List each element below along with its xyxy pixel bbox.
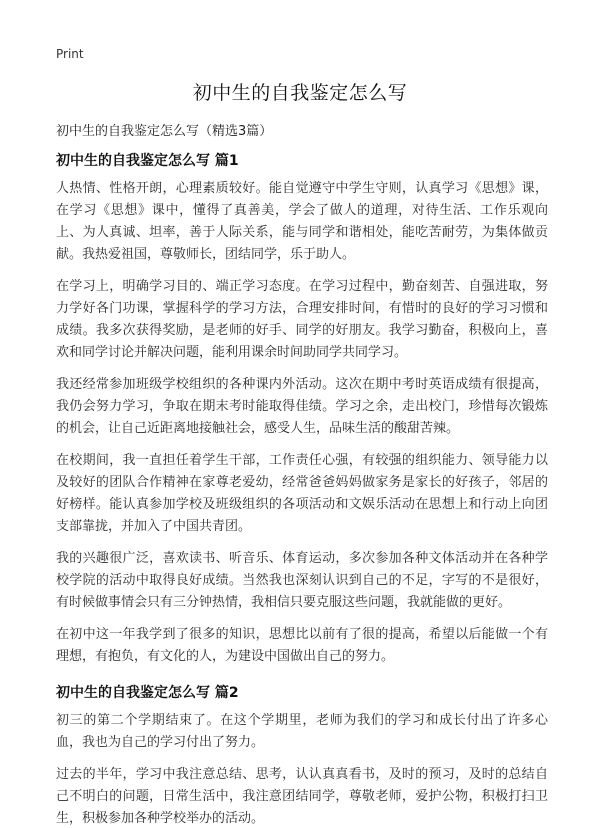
print-link[interactable]: Print xyxy=(56,47,84,61)
paragraph: 在学习上，明确学习目的、端正学习态度。在学习过程中，勤奋刻苦、自强进取，努力学好各门功课，掌握科学的学习方法，合理安排时间，有惜时的良好的学习习惯和成绩。我多次获得奖励，是老师的好手、同学的好朋友。我学习勤奋，积极向上，喜欢和同学讨论并解决问题，能利用课余时间助同学共同学习。 xyxy=(56,279,548,360)
section-heading-1: 初中生的自我鉴定怎么写 篇1 xyxy=(56,153,239,169)
paragraph: 初三的第二个学期结束了。在这个学期里，老师为我们的学习和成长付出了许多心血，我也为自己的学习付出了努力。 xyxy=(56,713,548,750)
document-subtitle: 初中生的自我鉴定怎么写（精选3篇） xyxy=(56,124,273,139)
paragraph: 人热情、性格开朗，心理素质较好。能自觉遵守中学生守则，认真学习《思想》课，在学习《思想》课中，懂得了真善美，学会了做人的道理，对待生活、工作乐观向上、为人真诚、坦率，善于人际关系，能与同学和谐相处，能吃苦耐劳，为集体做贡献。我热爱祖国，尊敬师长，团结同学，乐于助人。 xyxy=(56,181,548,262)
paragraph: 我还经常参加班级学校组织的各种课内外活动。这次在期中考时英语成绩有很提高，我仍会努力学习，争取在期末考时能取得佳绩。学习之余，走出校门，珍惜每次锻炼的机会，让自己近距离地接触社会，感受人生，品味生活的酸甜苦辣。 xyxy=(56,377,548,436)
paragraph: 在初中这一年我学到了很多的知识，思想比以前有了很的提高，希望以后能做一个有理想，有抱负，有文化的人，为建设中国做出自己的努力。 xyxy=(56,627,548,664)
paragraph: 过去的半年，学习中我注意总结、思考，认认真真看书，及时的预习，及时的总结自己不明白的问题，日常生活中，我注意团结同学，尊敬老师，爱护公物，积极打扫卫生，积极参加各种学校举办的活动。 xyxy=(56,767,548,826)
paragraph: 在校期间，我一直担任着学生干部，工作责任心强，有较强的组织能力、领导能力以及较好的团队合作精神在家尊老爱幼，经常爸爸妈妈做家务是家长的好孩子，邻居的好榜样。能认真参加学校及班级组织的各项活动和文娱乐活动在思想上和行动上向团支部靠拢，并加入了中国共青团。 xyxy=(56,453,548,534)
page-title: 初中生的自我鉴定怎么写 xyxy=(192,82,408,104)
paragraph: 我的兴趣很广泛，喜欢读书、听音乐、体育运动，多次参加各种文体活动并在各种学校学院的活动中取得良好成绩。当然我也深刻认识到自己的不足，字写的不是很好，有时候做事情会只有三分钟热情，我相信只要克服这些问题，我就能做的更好。 xyxy=(56,551,548,610)
section-heading-2: 初中生的自我鉴定怎么写 篇2 xyxy=(56,685,239,701)
